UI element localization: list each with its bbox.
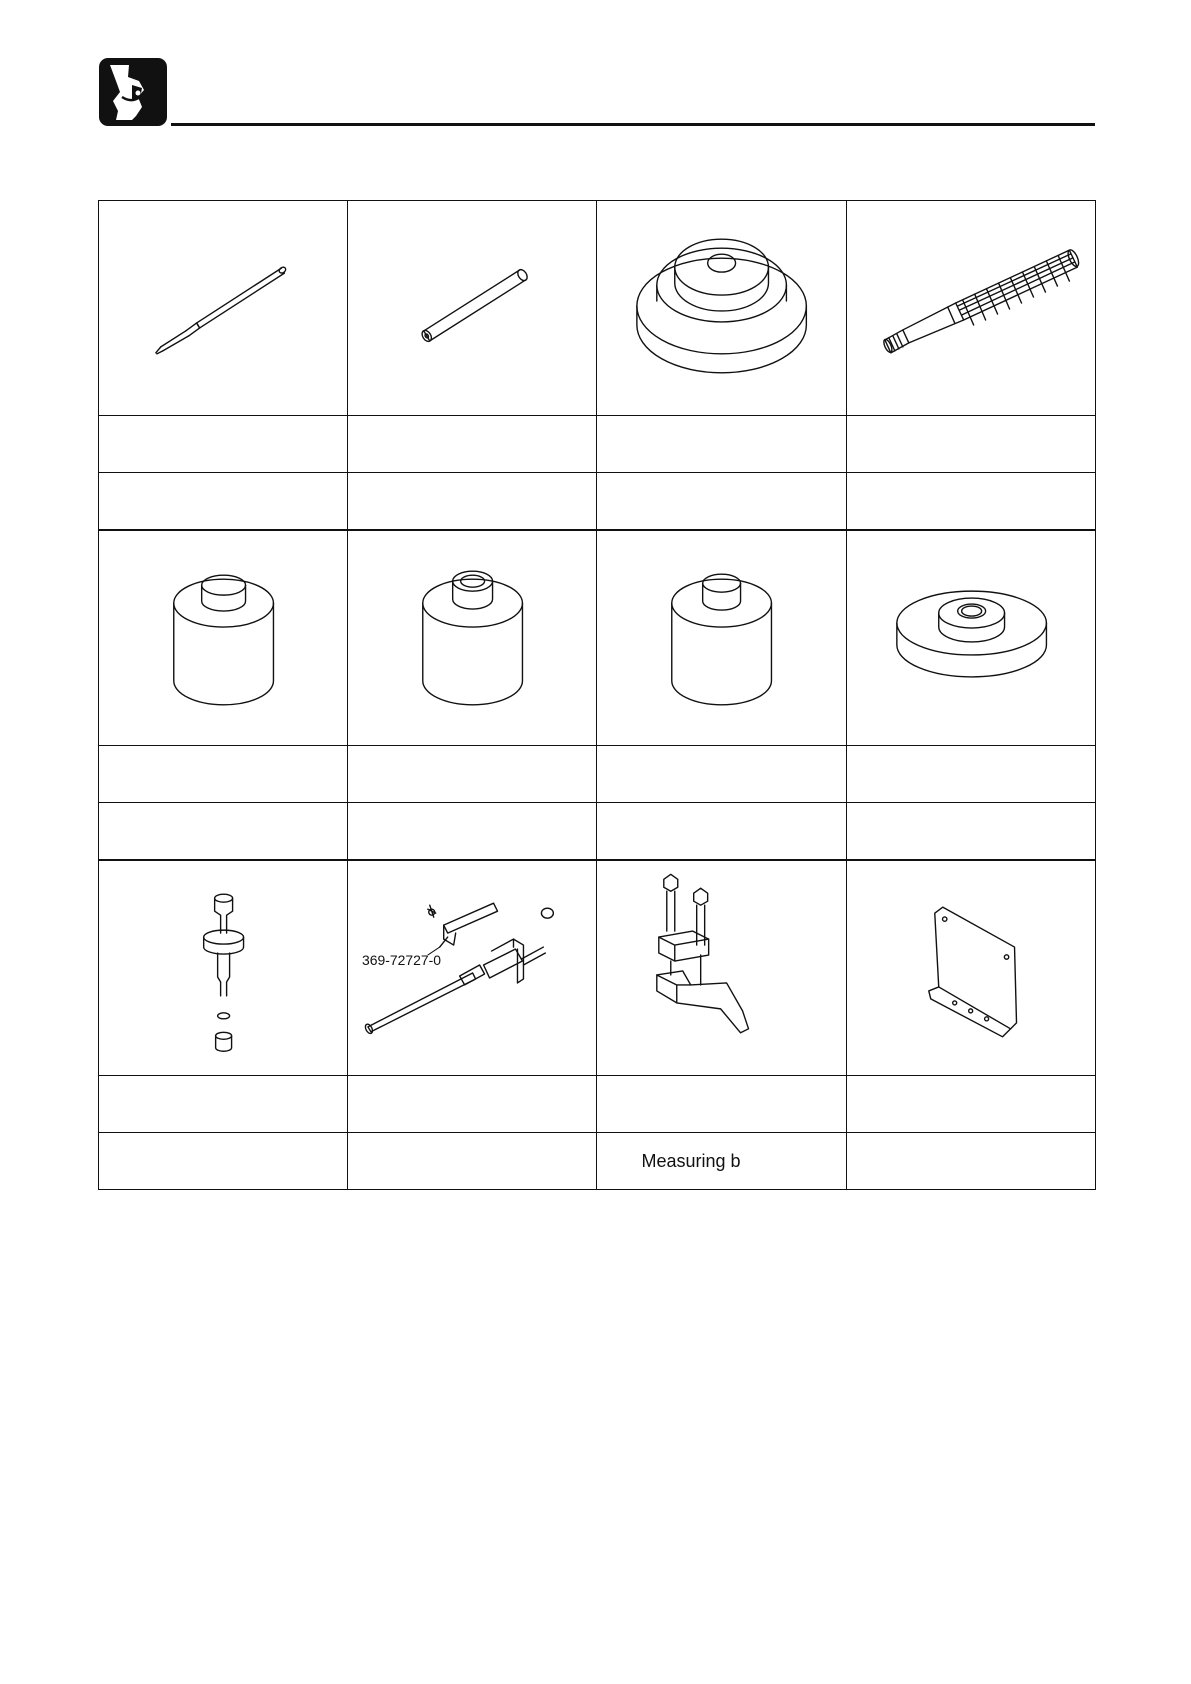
- tool-cell-3: [597, 201, 846, 416]
- tool-text-row-3a: [99, 1076, 1096, 1133]
- tool-cell-9: [99, 860, 348, 1076]
- bearing-puller-icon: [99, 861, 347, 1075]
- shim-gauge-assembly-icon: [348, 861, 596, 1075]
- tool-text-row-1a: [99, 416, 1096, 473]
- tool-text-row-3b: [99, 1133, 1096, 1190]
- stepped-disc-tool-icon: [597, 201, 845, 415]
- tool-text-row-2a: [99, 746, 1096, 803]
- thin-pin-tool-icon: [99, 201, 347, 415]
- header-rule: [171, 123, 1095, 126]
- tool-cell-7: [597, 530, 846, 746]
- measuring-block-icon: [597, 861, 845, 1075]
- knurled-handle-tool-icon: [847, 201, 1095, 415]
- ring-attachment-icon: [847, 531, 1095, 745]
- spanner-hand-icon: [98, 57, 168, 127]
- rod-tool-icon: [348, 201, 596, 415]
- tool-cell-5: [99, 530, 348, 746]
- tool-cell-8: [846, 530, 1095, 746]
- special-tools-table: [98, 200, 1096, 1190]
- tool-cell-4: [846, 201, 1095, 416]
- cylinder-attachment-icon: [597, 531, 845, 745]
- tool-image-row-2: [99, 530, 1096, 746]
- tool-image-row-1: [99, 201, 1096, 416]
- hollow-cylinder-attachment-icon: [348, 531, 596, 745]
- tool-text-row-1b: [99, 473, 1096, 531]
- part-number-callout: 369-72727-0: [362, 952, 442, 969]
- bracket-plate-icon: [847, 861, 1095, 1075]
- tool-label: Measuring b: [641, 1150, 741, 1171]
- tool-text-row-2b: [99, 803, 1096, 861]
- tool-cell-10: [348, 860, 597, 1076]
- tool-cell-1: [99, 201, 348, 416]
- tool-cell-11: [597, 860, 846, 1076]
- cylinder-attachment-icon: [99, 531, 347, 745]
- tool-image-row-3: [99, 860, 1096, 1076]
- tool-cell-12: [846, 860, 1095, 1076]
- tool-cell-6: [348, 530, 597, 746]
- tool-cell-2: [348, 201, 597, 416]
